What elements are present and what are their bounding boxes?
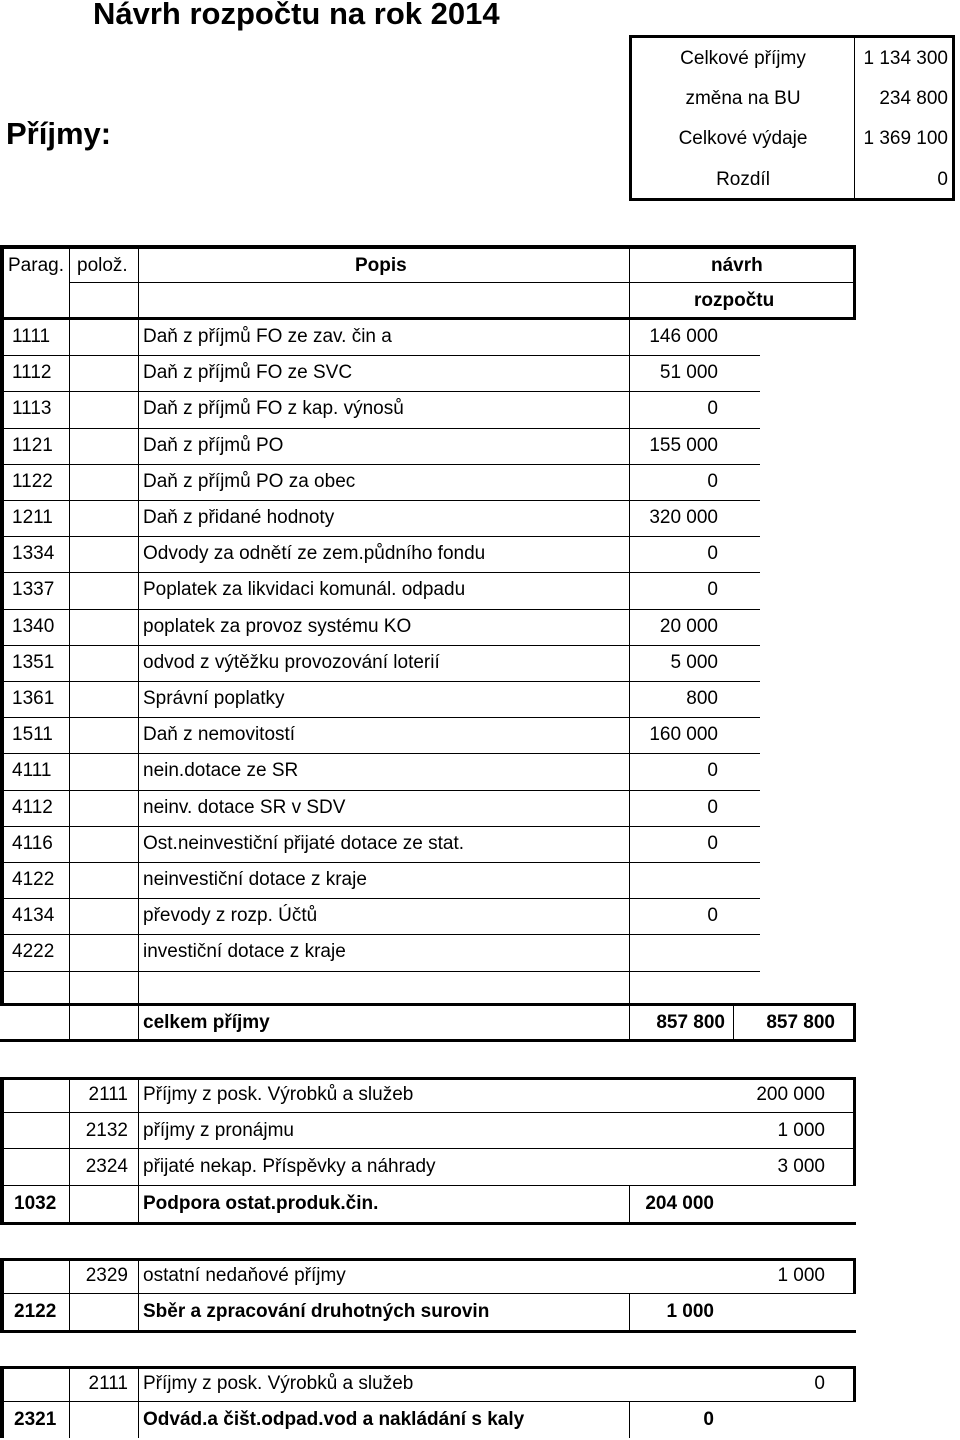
- row-description: poplatek za provoz systému KO: [143, 615, 412, 637]
- total-bottom-border: [0, 1039, 856, 1042]
- row-value: 0: [707, 470, 718, 492]
- header-mid-line: [69, 282, 853, 283]
- row-description: Daň z přidané hodnoty: [143, 507, 335, 528]
- summary-value: 1 369 100: [863, 128, 948, 149]
- row-description: převody z rozp. Účtů: [143, 905, 318, 927]
- header-navrh: návrh: [711, 255, 763, 276]
- row-description: neinv. dotace SR v SDV: [143, 796, 346, 818]
- header-poloz: polož.: [77, 255, 128, 276]
- table-row: [0, 863, 760, 899]
- item-polozka: 2324: [85, 1156, 128, 1178]
- summary-row: [632, 39, 952, 79]
- row-code: 1361: [12, 688, 55, 709]
- summary-value: 1 134 300: [863, 48, 948, 69]
- item-polozka: 2111: [88, 1084, 128, 1105]
- item-description: Příjmy z posk. Výrobků a služeb: [143, 1373, 414, 1394]
- row-description: Daň z nemovitostí: [143, 724, 296, 746]
- group-bottom-border: [0, 1330, 856, 1333]
- row-code: 1113: [12, 398, 52, 420]
- row-code: 1334: [12, 543, 55, 565]
- group-right-border: [853, 1258, 856, 1294]
- header-col-line: [138, 249, 139, 317]
- header-col-line: [69, 249, 70, 317]
- total-top-border: [0, 1003, 856, 1006]
- row-description: Daň z příjmů FO z kap. výnosů: [143, 398, 404, 420]
- row-value: 0: [707, 905, 718, 927]
- group-bottom-border: [0, 1222, 856, 1225]
- group-right-border: [853, 1366, 856, 1402]
- row-value: 155 000: [649, 434, 718, 456]
- row-value: 320 000: [649, 507, 718, 528]
- summary-value: 234 800: [879, 88, 948, 109]
- row-code: 1111: [12, 326, 51, 347]
- item-value: 200 000: [756, 1084, 825, 1105]
- row-line: [0, 1293, 856, 1294]
- item-description: příjmy z pronájmu: [143, 1120, 294, 1142]
- row-value: 0: [707, 543, 718, 565]
- item-description: ostatní nedaňové příjmy: [143, 1265, 346, 1286]
- total-value: 857 800: [656, 1012, 725, 1033]
- row-value: 51 000: [659, 362, 718, 384]
- row-value: 160 000: [649, 724, 718, 746]
- row-description: neinvestiční dotace z kraje: [143, 869, 367, 890]
- row-description: Daň z příjmů PO za obec: [143, 470, 356, 492]
- row-code: 4134: [12, 905, 55, 927]
- row-value: 5 000: [670, 651, 718, 673]
- total-label: celkem příjmy: [143, 1012, 270, 1033]
- summary-box: [629, 35, 955, 201]
- row-value: 0: [707, 760, 718, 782]
- group-title: Odvád.a čišt.odpad.vod a nakládání s kaly: [143, 1409, 525, 1431]
- summary-label: Celkové výdaje: [678, 128, 808, 149]
- row-value: 20 000: [659, 615, 718, 637]
- header-right-border: [853, 245, 856, 320]
- summary-row: [632, 79, 952, 119]
- group-title: Sběr a zpracování druhotných surovin: [143, 1301, 490, 1323]
- row-code: 1112: [12, 362, 52, 384]
- table-row: [0, 935, 760, 971]
- item-value: 1 000: [777, 1265, 825, 1286]
- summary-label: Celkové příjmy: [680, 48, 806, 69]
- page-title: Návrh rozpočtu na rok 2014: [93, 0, 500, 31]
- row-code: 1211: [12, 507, 53, 528]
- item-polozka: 2111: [88, 1373, 128, 1394]
- row-value: 0: [707, 579, 718, 601]
- row-code: 4116: [12, 832, 53, 854]
- row-description: Poplatek za likvidaci komunál. odpadu: [143, 579, 466, 601]
- col-line: [138, 320, 139, 972]
- col-line: [629, 972, 630, 1003]
- total-value-2: 857 800: [766, 1012, 835, 1033]
- group-paragraph: 2122: [14, 1301, 57, 1323]
- row-description: investiční dotace z kraje: [143, 941, 346, 963]
- summary-label: Rozdíl: [716, 169, 770, 190]
- item-polozka: 2132: [85, 1120, 128, 1142]
- row-code: 1340: [12, 615, 55, 637]
- header-parag: Parag.: [8, 255, 64, 276]
- header-rozpoctu: rozpočtu: [694, 290, 775, 311]
- row-description: odvod z výtěžku provozování loterií: [143, 651, 440, 673]
- row-value: 800: [686, 688, 718, 709]
- group-title: Podpora ostat.produk.čin.: [143, 1192, 379, 1214]
- row-value: 0: [707, 796, 718, 818]
- row-value: 0: [707, 832, 718, 854]
- summary-row: [632, 160, 952, 200]
- row-code: 4222: [12, 941, 55, 963]
- row-description: Správní poplatky: [143, 688, 285, 709]
- section-title: Příjmy:: [6, 116, 112, 151]
- item-description: přijaté nekap. Příspěvky a náhrady: [143, 1156, 436, 1178]
- row-description: Daň z příjmů FO ze zav. čin a: [143, 326, 392, 347]
- row-code: 4122: [12, 869, 55, 890]
- group-total: 1 000: [666, 1301, 714, 1323]
- row-code: 1337: [12, 579, 55, 601]
- row-line: [0, 1185, 856, 1186]
- col-line: [69, 320, 70, 972]
- group-total: 204 000: [645, 1192, 714, 1214]
- header-col-line: [629, 249, 630, 317]
- row-description: Daň z příjmů FO ze SVC: [143, 362, 353, 384]
- row-value: 146 000: [649, 326, 718, 347]
- total-right-border: [853, 1003, 856, 1042]
- row-description: Odvody za odnětí ze zem.půdního fondu: [143, 543, 486, 565]
- row-value: 0: [707, 398, 718, 420]
- total-col-line: [69, 1006, 70, 1039]
- row-description: nein.dotace ze SR: [143, 760, 299, 782]
- row-code: 1122: [12, 470, 53, 492]
- summary-row: [632, 119, 952, 159]
- header-popis: Popis: [355, 255, 407, 276]
- group-paragraph: 2321: [14, 1409, 57, 1431]
- row-line: [0, 971, 760, 972]
- col-line: [138, 972, 139, 1003]
- group-total: 0: [703, 1409, 714, 1431]
- item-value: 3 000: [777, 1156, 825, 1178]
- item-value: 0: [814, 1373, 825, 1394]
- group-paragraph: 1032: [14, 1192, 57, 1214]
- total-col-line: [138, 1006, 139, 1039]
- row-code: 4112: [12, 796, 53, 818]
- row-code: 1511: [12, 724, 53, 746]
- row-code: 1121: [12, 434, 53, 456]
- group-right-border: [853, 1077, 856, 1186]
- summary-label: změna na BU: [685, 88, 801, 109]
- col-line: [629, 320, 630, 972]
- row-code: 1351: [12, 651, 55, 673]
- col-line: [69, 972, 70, 1003]
- row-code: 4111: [12, 760, 52, 782]
- item-description: Příjmy z posk. Výrobků a služeb: [143, 1084, 414, 1105]
- item-value: 1 000: [777, 1120, 825, 1142]
- summary-value: 0: [937, 169, 948, 190]
- row-description: Ost.neinvestiční přijaté dotace ze stat.: [143, 832, 465, 854]
- table-top-border: [0, 245, 856, 249]
- item-polozka: 2329: [85, 1265, 128, 1286]
- row-description: Daň z příjmů PO: [143, 434, 284, 456]
- row-line: [0, 1401, 856, 1402]
